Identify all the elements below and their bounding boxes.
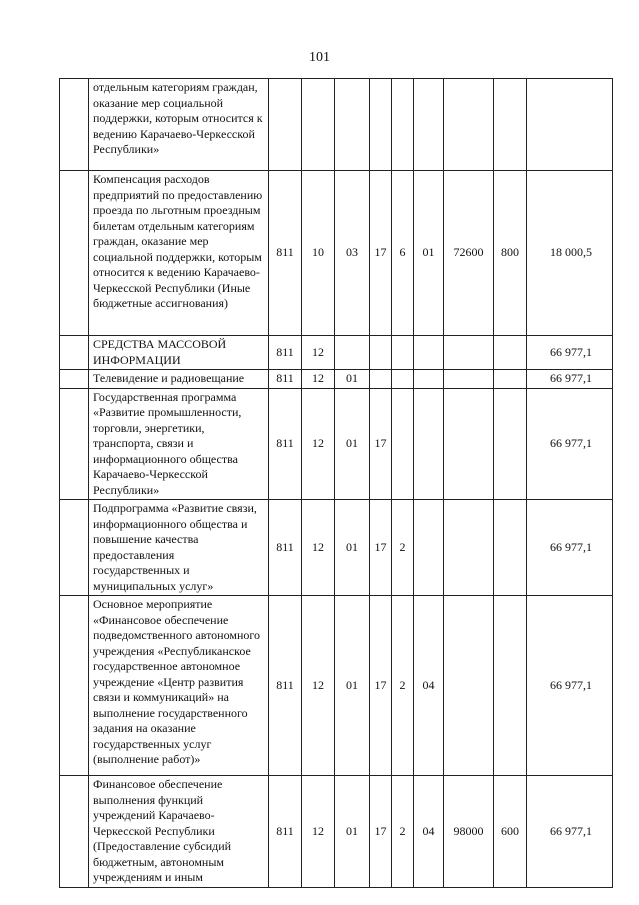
table-row	[60, 596, 613, 776]
section-code: 10	[302, 171, 335, 336]
admin-code: 811	[269, 500, 302, 596]
subprogram-code: 2	[392, 500, 414, 596]
section-code: 12	[302, 500, 335, 596]
subprogram-code: 2	[392, 596, 414, 776]
expense-type-code: 600	[494, 776, 527, 888]
admin-code: 811	[269, 776, 302, 888]
direction-code	[444, 370, 494, 389]
amount: 66 977,1	[527, 596, 613, 776]
table-row	[60, 79, 613, 171]
row-name: Государственная программа «Развитие промышленности, торговли, энергетики, транспорта, связи и информационного общества Карачаево-Черкесской Республики»	[89, 388, 269, 500]
subprogram-code: 2	[392, 776, 414, 888]
section-code: 12	[302, 596, 335, 776]
admin-code: 811	[269, 596, 302, 776]
direction-code	[444, 388, 494, 500]
expense-type-code	[494, 596, 527, 776]
admin-code	[269, 79, 302, 171]
subprogram-code	[392, 79, 414, 171]
direction-code	[444, 336, 494, 370]
row-name: Телевидение и радиовещание	[89, 370, 269, 389]
subsection-code: 03	[335, 171, 370, 336]
section-code	[302, 79, 335, 171]
measure-code	[414, 500, 444, 596]
row-name: Компенсация расходов предприятий по предоставлению проезда по льготным проездным билетам отдельным категориям граждан, оказание мер социальной поддержки, которым относится к ведению Карачаево-Черкесской Республики (Иные бюджетные ассигнования)	[89, 171, 269, 336]
expense-type-code	[494, 79, 527, 171]
table-row	[60, 388, 613, 500]
subsection-code: 01	[335, 370, 370, 389]
section-code: 12	[302, 336, 335, 370]
expense-type-code	[494, 500, 527, 596]
table-row	[60, 336, 613, 370]
amount: 66 977,1	[527, 500, 613, 596]
measure-code: 04	[414, 776, 444, 888]
subsection-code	[335, 79, 370, 171]
program-code: 17	[370, 500, 392, 596]
direction-code: 98000	[444, 776, 494, 888]
program-code: 17	[370, 171, 392, 336]
section-code: 12	[302, 370, 335, 389]
expense-type-code	[494, 370, 527, 389]
left-margin-cell	[60, 370, 89, 389]
subsection-code	[335, 336, 370, 370]
program-code: 17	[370, 388, 392, 500]
page-number: 101	[309, 50, 330, 65]
subprogram-code	[392, 336, 414, 370]
subprogram-code: 6	[392, 171, 414, 336]
section-code: 12	[302, 388, 335, 500]
amount: 66 977,1	[527, 336, 613, 370]
subsection-code: 01	[335, 388, 370, 500]
measure-code	[414, 370, 444, 389]
expense-type-code	[494, 336, 527, 370]
amount: 66 977,1	[527, 388, 613, 500]
amount	[527, 79, 613, 171]
admin-code: 811	[269, 370, 302, 389]
row-name: Финансовое обеспечение выполнения функций учреждений Карачаево-Черкесской Республики (Предоставление субсидий бюджетным, автономным учреждениям и иным	[89, 776, 269, 888]
direction-code: 72600	[444, 171, 494, 336]
budget-table	[59, 78, 613, 888]
program-code	[370, 336, 392, 370]
section-code: 12	[302, 776, 335, 888]
program-code	[370, 79, 392, 171]
table-row	[60, 370, 613, 389]
measure-code: 01	[414, 171, 444, 336]
left-margin-cell	[60, 596, 89, 776]
amount: 66 977,1	[527, 776, 613, 888]
subsection-code: 01	[335, 500, 370, 596]
admin-code: 811	[269, 336, 302, 370]
measure-code: 04	[414, 596, 444, 776]
measure-code	[414, 336, 444, 370]
table-row	[60, 500, 613, 596]
program-code: 17	[370, 596, 392, 776]
expense-type-code: 800	[494, 171, 527, 336]
direction-code	[444, 596, 494, 776]
direction-code	[444, 500, 494, 596]
left-margin-cell	[60, 171, 89, 336]
expense-type-code	[494, 388, 527, 500]
subsection-code: 01	[335, 596, 370, 776]
left-margin-cell	[60, 776, 89, 888]
table-row	[60, 171, 613, 336]
amount: 66 977,1	[527, 370, 613, 389]
row-name: отдельным категориям граждан, оказание мер социальной поддержки, которым относится к ведению Карачаево-Черкесской Республики»	[89, 79, 269, 171]
left-margin-cell	[60, 336, 89, 370]
program-code	[370, 370, 392, 389]
subprogram-code	[392, 388, 414, 500]
row-name: СРЕДСТВА МАССОВОЙ ИНФОРМАЦИИ	[89, 336, 269, 370]
table-row	[60, 776, 613, 888]
program-code: 17	[370, 776, 392, 888]
subprogram-code	[392, 370, 414, 389]
left-margin-cell	[60, 79, 89, 171]
measure-code	[414, 388, 444, 500]
subsection-code: 01	[335, 776, 370, 888]
left-margin-cell	[60, 388, 89, 500]
measure-code	[414, 79, 444, 171]
admin-code: 811	[269, 171, 302, 336]
left-margin-cell	[60, 500, 89, 596]
amount: 18 000,5	[527, 171, 613, 336]
admin-code: 811	[269, 388, 302, 500]
direction-code	[444, 79, 494, 171]
row-name: Подпрограмма «Развитие связи, информационного общества и повышение качества предоставления государственных и муниципальных услуг»	[89, 500, 269, 596]
row-name: Основное мероприятие «Финансовое обеспечение подведомственного автономного учреждения «Республиканское государственное автономное учреждение «Центр развития связи и коммуникаций» на выполнение государственного задания на оказание государственных услуг (выполнение работ)»	[89, 596, 269, 776]
